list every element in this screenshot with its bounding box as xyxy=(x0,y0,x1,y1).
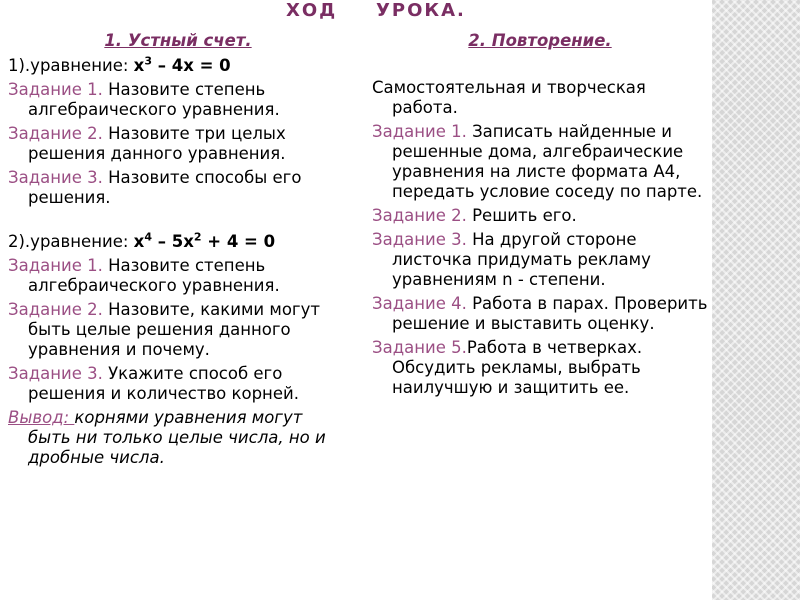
task-text: Укажите способ его решения и количество корней. xyxy=(28,364,299,403)
conclusion-label: Вывод: xyxy=(8,408,75,427)
task-label: Задание 5. xyxy=(372,338,467,357)
formula-exponent: 4 xyxy=(144,230,152,244)
formula-part: + 4 = 0 xyxy=(201,232,276,251)
eq2-task-3 xyxy=(8,364,348,404)
task-text: Работа в четверках. Обсудить рекламы, выбрать наилучшую и защитить ее. xyxy=(392,338,643,397)
conclusion xyxy=(8,408,348,468)
formula-part: x xyxy=(133,232,145,251)
spacer xyxy=(8,208,348,230)
right-task-1 xyxy=(372,122,708,202)
task-text: Работа в парах. Проверить решение и выставить оценку. xyxy=(392,294,708,333)
task-text: Назовите степень алгебраического уравнения. xyxy=(28,256,280,295)
right-task-5 xyxy=(372,338,708,398)
eq1-task-2 xyxy=(8,124,348,164)
formula-part: – 4x = 0 xyxy=(151,56,231,75)
eq1-task-1 xyxy=(8,80,348,120)
right-column-heading: 2. Повторение. xyxy=(468,31,612,50)
equation-1 xyxy=(8,56,348,76)
task-text: Назовите степень алгебраического уравнения. xyxy=(28,80,280,119)
slide-title-part-2: УРОКА. xyxy=(376,0,466,21)
right-intro: Самостоятельная и творческая работа. xyxy=(372,78,646,117)
task-label: Задание 3. xyxy=(8,364,103,383)
eq2-task-1 xyxy=(8,256,348,296)
equation-2 xyxy=(8,232,348,252)
task-text: Записать найденные и решенные дома, алгебраические уравнения на листе формата А4, передать условие соседу по парте. xyxy=(392,122,703,201)
eq2-task-2 xyxy=(8,300,348,360)
eq1-task-3 xyxy=(8,168,348,208)
task-label: Задание 2. xyxy=(372,206,467,225)
right-task-3 xyxy=(372,230,708,290)
task-label: Задание 1. xyxy=(8,256,103,275)
conclusion-text: корнями уравнения могут быть ни только целые числа, но и дробные числа. xyxy=(28,408,326,467)
equation-2-formula xyxy=(134,232,275,251)
task-text: Решить его. xyxy=(466,206,577,225)
task-text: Назовите способы его решения. xyxy=(28,168,302,207)
task-label: Задание 2. xyxy=(8,300,103,319)
task-label: Задание 3. xyxy=(8,168,103,187)
left-column xyxy=(8,30,348,468)
task-label: Задание 1. xyxy=(372,122,467,141)
task-text: На другой стороне листочка придумать рекламу уравнениям n - степени. xyxy=(392,230,651,289)
task-label: Задание 3. xyxy=(372,230,467,249)
task-text: Назовите, какими могут быть целые решения данного уравнения и почему. xyxy=(28,300,320,359)
equation-2-label: 2).уравнение: xyxy=(8,232,134,251)
decorative-side-strip xyxy=(712,0,800,600)
right-task-2 xyxy=(372,206,708,226)
left-column-heading: 1. Устный счет. xyxy=(104,31,252,50)
task-label: Задание 2. xyxy=(8,124,103,143)
task-label: Задание 1. xyxy=(8,80,103,99)
right-column xyxy=(372,30,708,398)
equation-1-formula xyxy=(134,56,231,75)
formula-exponent: 2 xyxy=(193,230,202,244)
task-text: Назовите три целых решения данного уравнения. xyxy=(28,124,286,163)
spacer xyxy=(372,54,708,74)
slide-title-part-1: ХОД xyxy=(286,0,338,21)
formula-part: x xyxy=(133,56,145,75)
task-label: Задание 4. xyxy=(372,294,467,313)
formula-exponent: 3 xyxy=(144,54,152,68)
formula-part: – 5x xyxy=(151,232,194,251)
right-task-4 xyxy=(372,294,708,334)
equation-1-label: 1).уравнение: xyxy=(8,56,134,75)
